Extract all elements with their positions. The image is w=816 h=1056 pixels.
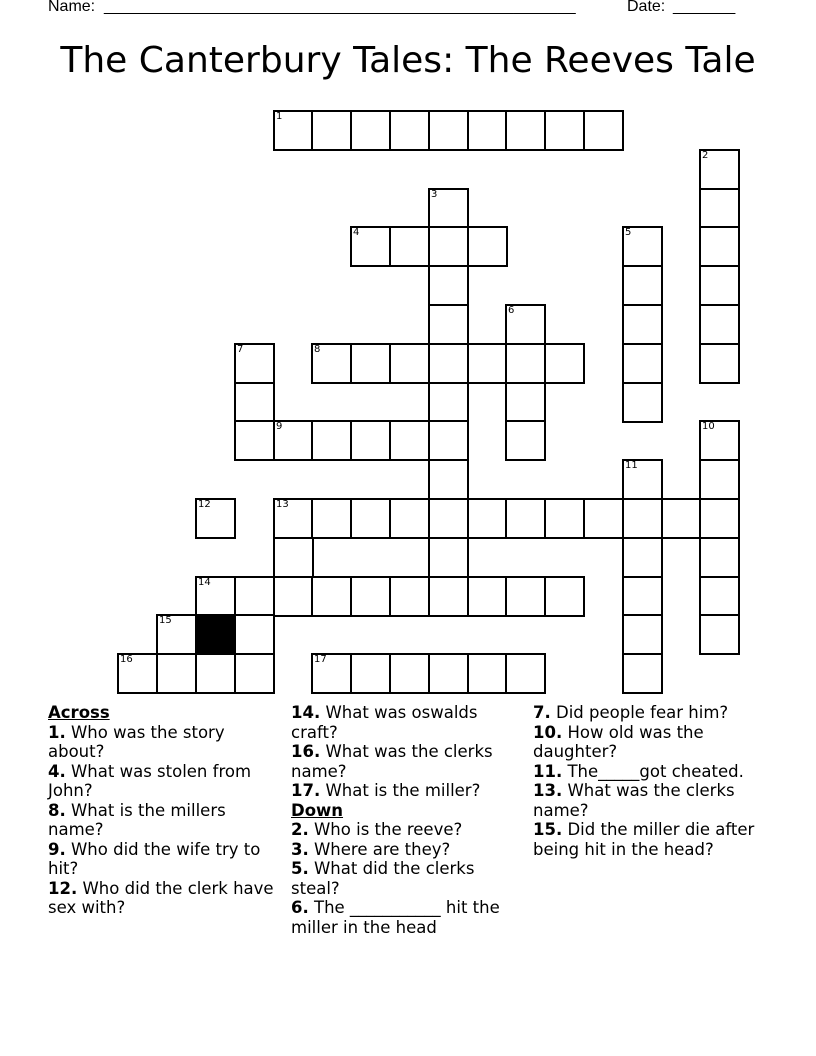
clue-number-label: 5 xyxy=(625,227,632,238)
grid-cell[interactable] xyxy=(544,576,585,617)
grid-cell[interactable] xyxy=(350,498,391,539)
grid-cell[interactable] xyxy=(544,343,585,384)
clue-down-15 xyxy=(533,820,768,859)
grid-cell[interactable] xyxy=(505,343,546,384)
puzzle-title: The Canterbury Tales: The Reeves Tale xyxy=(60,40,756,81)
grid-cell[interactable] xyxy=(350,343,391,384)
grid-cell[interactable] xyxy=(428,304,469,345)
grid-cell[interactable] xyxy=(234,382,275,423)
grid-cell[interactable] xyxy=(428,420,469,461)
clue-text: Did people fear him? xyxy=(550,703,729,722)
grid-cell[interactable] xyxy=(156,614,197,655)
clue-text: The ___________ hit the miller in the head xyxy=(291,898,500,937)
clue-across-17 xyxy=(291,781,526,801)
clue-down-13 xyxy=(533,781,768,820)
clue-text: What was the clerks name? xyxy=(533,781,735,820)
grid-cell[interactable] xyxy=(699,420,740,461)
grid-cell[interactable] xyxy=(505,576,546,617)
clue-text: What was stolen from John? xyxy=(48,761,252,800)
down-heading: Down xyxy=(291,800,344,820)
grid-cell[interactable] xyxy=(699,576,740,617)
clue-number: 6. xyxy=(291,898,309,917)
grid-cell[interactable] xyxy=(234,343,275,384)
grid-cell[interactable] xyxy=(311,343,352,384)
grid-cell[interactable] xyxy=(622,382,663,423)
clue-down-11 xyxy=(533,762,768,782)
black-square xyxy=(195,614,236,655)
clue-text: What is the miller? xyxy=(320,781,481,800)
grid-cell[interactable] xyxy=(428,110,469,151)
clue-number-label: 11 xyxy=(625,460,638,471)
grid-cell[interactable] xyxy=(467,110,508,151)
grid-cell[interactable] xyxy=(389,420,430,461)
grid-cell[interactable] xyxy=(273,420,314,461)
clue-across-14 xyxy=(291,703,526,742)
clue-text: What was oswalds craft? xyxy=(291,703,478,742)
grid-cell[interactable] xyxy=(389,653,430,694)
grid-cell[interactable] xyxy=(622,653,663,694)
clue-across-9 xyxy=(48,840,283,879)
grid-cell[interactable] xyxy=(544,498,585,539)
grid-cell[interactable] xyxy=(622,498,663,539)
name-line[interactable]: _____________________________________________________ xyxy=(104,0,576,15)
grid-cell[interactable] xyxy=(467,226,508,267)
grid-cell[interactable] xyxy=(273,110,314,151)
clue-number: 9. xyxy=(48,839,66,859)
date-label: Date: xyxy=(627,0,666,15)
clue-text: The_____got cheated. xyxy=(562,761,744,781)
grid-cell[interactable] xyxy=(699,498,740,539)
grid-cell[interactable] xyxy=(505,382,546,423)
grid-cell[interactable] xyxy=(428,265,469,306)
clue-number-label: 8 xyxy=(314,344,321,355)
grid-cell[interactable] xyxy=(699,226,740,267)
grid-cell[interactable] xyxy=(699,304,740,345)
grid-cell[interactable] xyxy=(622,537,663,578)
grid-cell[interactable] xyxy=(699,188,740,229)
grid-cell[interactable] xyxy=(273,498,314,539)
grid-cell[interactable] xyxy=(699,149,740,190)
grid-cell[interactable] xyxy=(505,498,546,539)
clue-number: 10. xyxy=(533,722,563,742)
clue-text: What is the millers name? xyxy=(48,800,226,839)
grid-cell[interactable] xyxy=(311,653,352,694)
clue-number-label: 6 xyxy=(508,305,515,316)
clue-number-label: 3 xyxy=(431,189,438,200)
clue-text: Who did the wife try to hit? xyxy=(48,839,261,878)
grid-cell[interactable] xyxy=(311,420,352,461)
grid-cell[interactable] xyxy=(311,498,352,539)
grid-cell[interactable] xyxy=(350,226,391,267)
clue-number: 16. xyxy=(291,742,321,761)
grid-cell[interactable] xyxy=(428,498,469,539)
clue-number: 2. xyxy=(291,820,309,839)
grid-cell[interactable] xyxy=(234,420,275,461)
grid-cell[interactable] xyxy=(350,576,391,617)
clue-number: 4. xyxy=(48,761,66,781)
grid-cell[interactable] xyxy=(428,382,469,423)
clue-down-7 xyxy=(533,703,768,723)
grid-cell[interactable] xyxy=(428,188,469,229)
grid-cell[interactable] xyxy=(699,459,740,500)
grid-cell[interactable] xyxy=(428,537,469,578)
clue-across-12 xyxy=(48,879,283,918)
clue-text: What did the clerks steal? xyxy=(291,859,475,898)
clue-number: 8. xyxy=(48,800,66,820)
grid-cell[interactable] xyxy=(699,265,740,306)
clue-across-4 xyxy=(48,762,283,801)
clue-column-3 xyxy=(533,703,768,859)
grid-cell[interactable] xyxy=(699,343,740,384)
clue-down-2 xyxy=(291,820,526,840)
grid-cell[interactable] xyxy=(428,459,469,500)
grid-cell[interactable] xyxy=(311,110,352,151)
grid-cell[interactable] xyxy=(467,576,508,617)
clue-across-16 xyxy=(291,742,526,781)
clue-number: 12. xyxy=(48,878,78,898)
grid-cell[interactable] xyxy=(622,343,663,384)
grid-cell[interactable] xyxy=(389,343,430,384)
clue-text: Did the miller die after being hit in the head? xyxy=(533,820,755,859)
clue-number-label: 13 xyxy=(276,499,289,510)
grid-cell[interactable] xyxy=(234,576,275,617)
name-label: Name: xyxy=(48,0,96,15)
clue-number-label: 10 xyxy=(702,421,715,432)
clue-number-label: 16 xyxy=(120,654,133,665)
clue-number: 3. xyxy=(291,839,309,859)
clue-number-label: 15 xyxy=(159,615,172,626)
clue-down-10 xyxy=(533,723,768,762)
grid-cell[interactable] xyxy=(389,576,430,617)
clue-text: Where are they? xyxy=(308,839,451,859)
clue-number: 14. xyxy=(291,703,321,722)
clue-text: Who is the reeve? xyxy=(308,820,463,839)
grid-cell[interactable] xyxy=(273,576,314,617)
grid-cell[interactable] xyxy=(622,226,663,267)
grid-cell[interactable] xyxy=(156,653,197,694)
grid-cell[interactable] xyxy=(273,537,314,578)
grid-cell[interactable] xyxy=(544,110,585,151)
grid-cell[interactable] xyxy=(428,343,469,384)
clue-text: What was the clerks name? xyxy=(291,742,493,781)
across-heading: Across xyxy=(48,703,110,722)
clue-number-label: 1 xyxy=(276,111,283,122)
clue-number: 5. xyxy=(291,859,309,878)
grid-cell[interactable] xyxy=(661,498,702,539)
grid-cell[interactable] xyxy=(428,226,469,267)
grid-cell[interactable] xyxy=(195,498,236,539)
clue-number-label: 17 xyxy=(314,654,327,665)
clue-number-label: 4 xyxy=(353,227,360,238)
clue-number: 15. xyxy=(533,820,563,839)
grid-cell[interactable] xyxy=(350,420,391,461)
grid-cell[interactable] xyxy=(622,265,663,306)
grid-cell[interactable] xyxy=(505,653,546,694)
grid-cell[interactable] xyxy=(389,498,430,539)
grid-cell[interactable] xyxy=(622,459,663,500)
clue-text: Who was the story about? xyxy=(48,722,225,761)
clue-across-8 xyxy=(48,801,283,840)
clue-number: 1. xyxy=(48,722,66,742)
clue-number: 17. xyxy=(291,781,321,800)
clue-number-label: 9 xyxy=(276,421,283,432)
grid-cell[interactable] xyxy=(467,498,508,539)
grid-cell[interactable] xyxy=(350,110,391,151)
grid-cell[interactable] xyxy=(622,614,663,655)
grid-cell[interactable] xyxy=(350,653,391,694)
clue-number-label: 12 xyxy=(198,499,211,510)
grid-cell[interactable] xyxy=(389,226,430,267)
clue-number-label: 2 xyxy=(702,150,709,161)
clue-number: 7. xyxy=(533,703,551,722)
grid-cell[interactable] xyxy=(117,653,158,694)
grid-cell[interactable] xyxy=(583,498,624,539)
grid-cell[interactable] xyxy=(505,110,546,151)
clue-down-5 xyxy=(291,859,526,898)
grid-cell[interactable] xyxy=(583,110,624,151)
grid-cell[interactable] xyxy=(234,614,275,655)
clue-number-label: 14 xyxy=(198,577,211,588)
grid-cell[interactable] xyxy=(234,653,275,694)
clue-number: 13. xyxy=(533,781,563,800)
grid-cell[interactable] xyxy=(389,110,430,151)
clue-text: How old was the daughter? xyxy=(533,722,704,761)
grid-cell[interactable] xyxy=(467,343,508,384)
grid-cell[interactable] xyxy=(311,576,352,617)
grid-cell[interactable] xyxy=(428,576,469,617)
clue-down-3 xyxy=(291,840,526,860)
grid-cell[interactable] xyxy=(195,653,236,694)
grid-cell[interactable] xyxy=(505,304,546,345)
clue-number-label: 7 xyxy=(237,344,244,355)
grid-cell[interactable] xyxy=(505,420,546,461)
clue-column-1 xyxy=(48,703,283,918)
clue-across-1 xyxy=(48,723,283,762)
grid-cell[interactable] xyxy=(699,537,740,578)
clue-column-2 xyxy=(291,703,526,937)
grid-cell[interactable] xyxy=(195,576,236,617)
clue-number: 11. xyxy=(533,761,563,781)
date-line[interactable]: _______ xyxy=(673,0,736,15)
grid-cell[interactable] xyxy=(622,576,663,617)
grid-cell[interactable] xyxy=(428,653,469,694)
clue-text: Who did the clerk have sex with? xyxy=(48,878,274,917)
grid-cell[interactable] xyxy=(467,653,508,694)
grid-cell[interactable] xyxy=(699,614,740,655)
grid-cell[interactable] xyxy=(622,304,663,345)
clue-down-6 xyxy=(291,898,526,937)
